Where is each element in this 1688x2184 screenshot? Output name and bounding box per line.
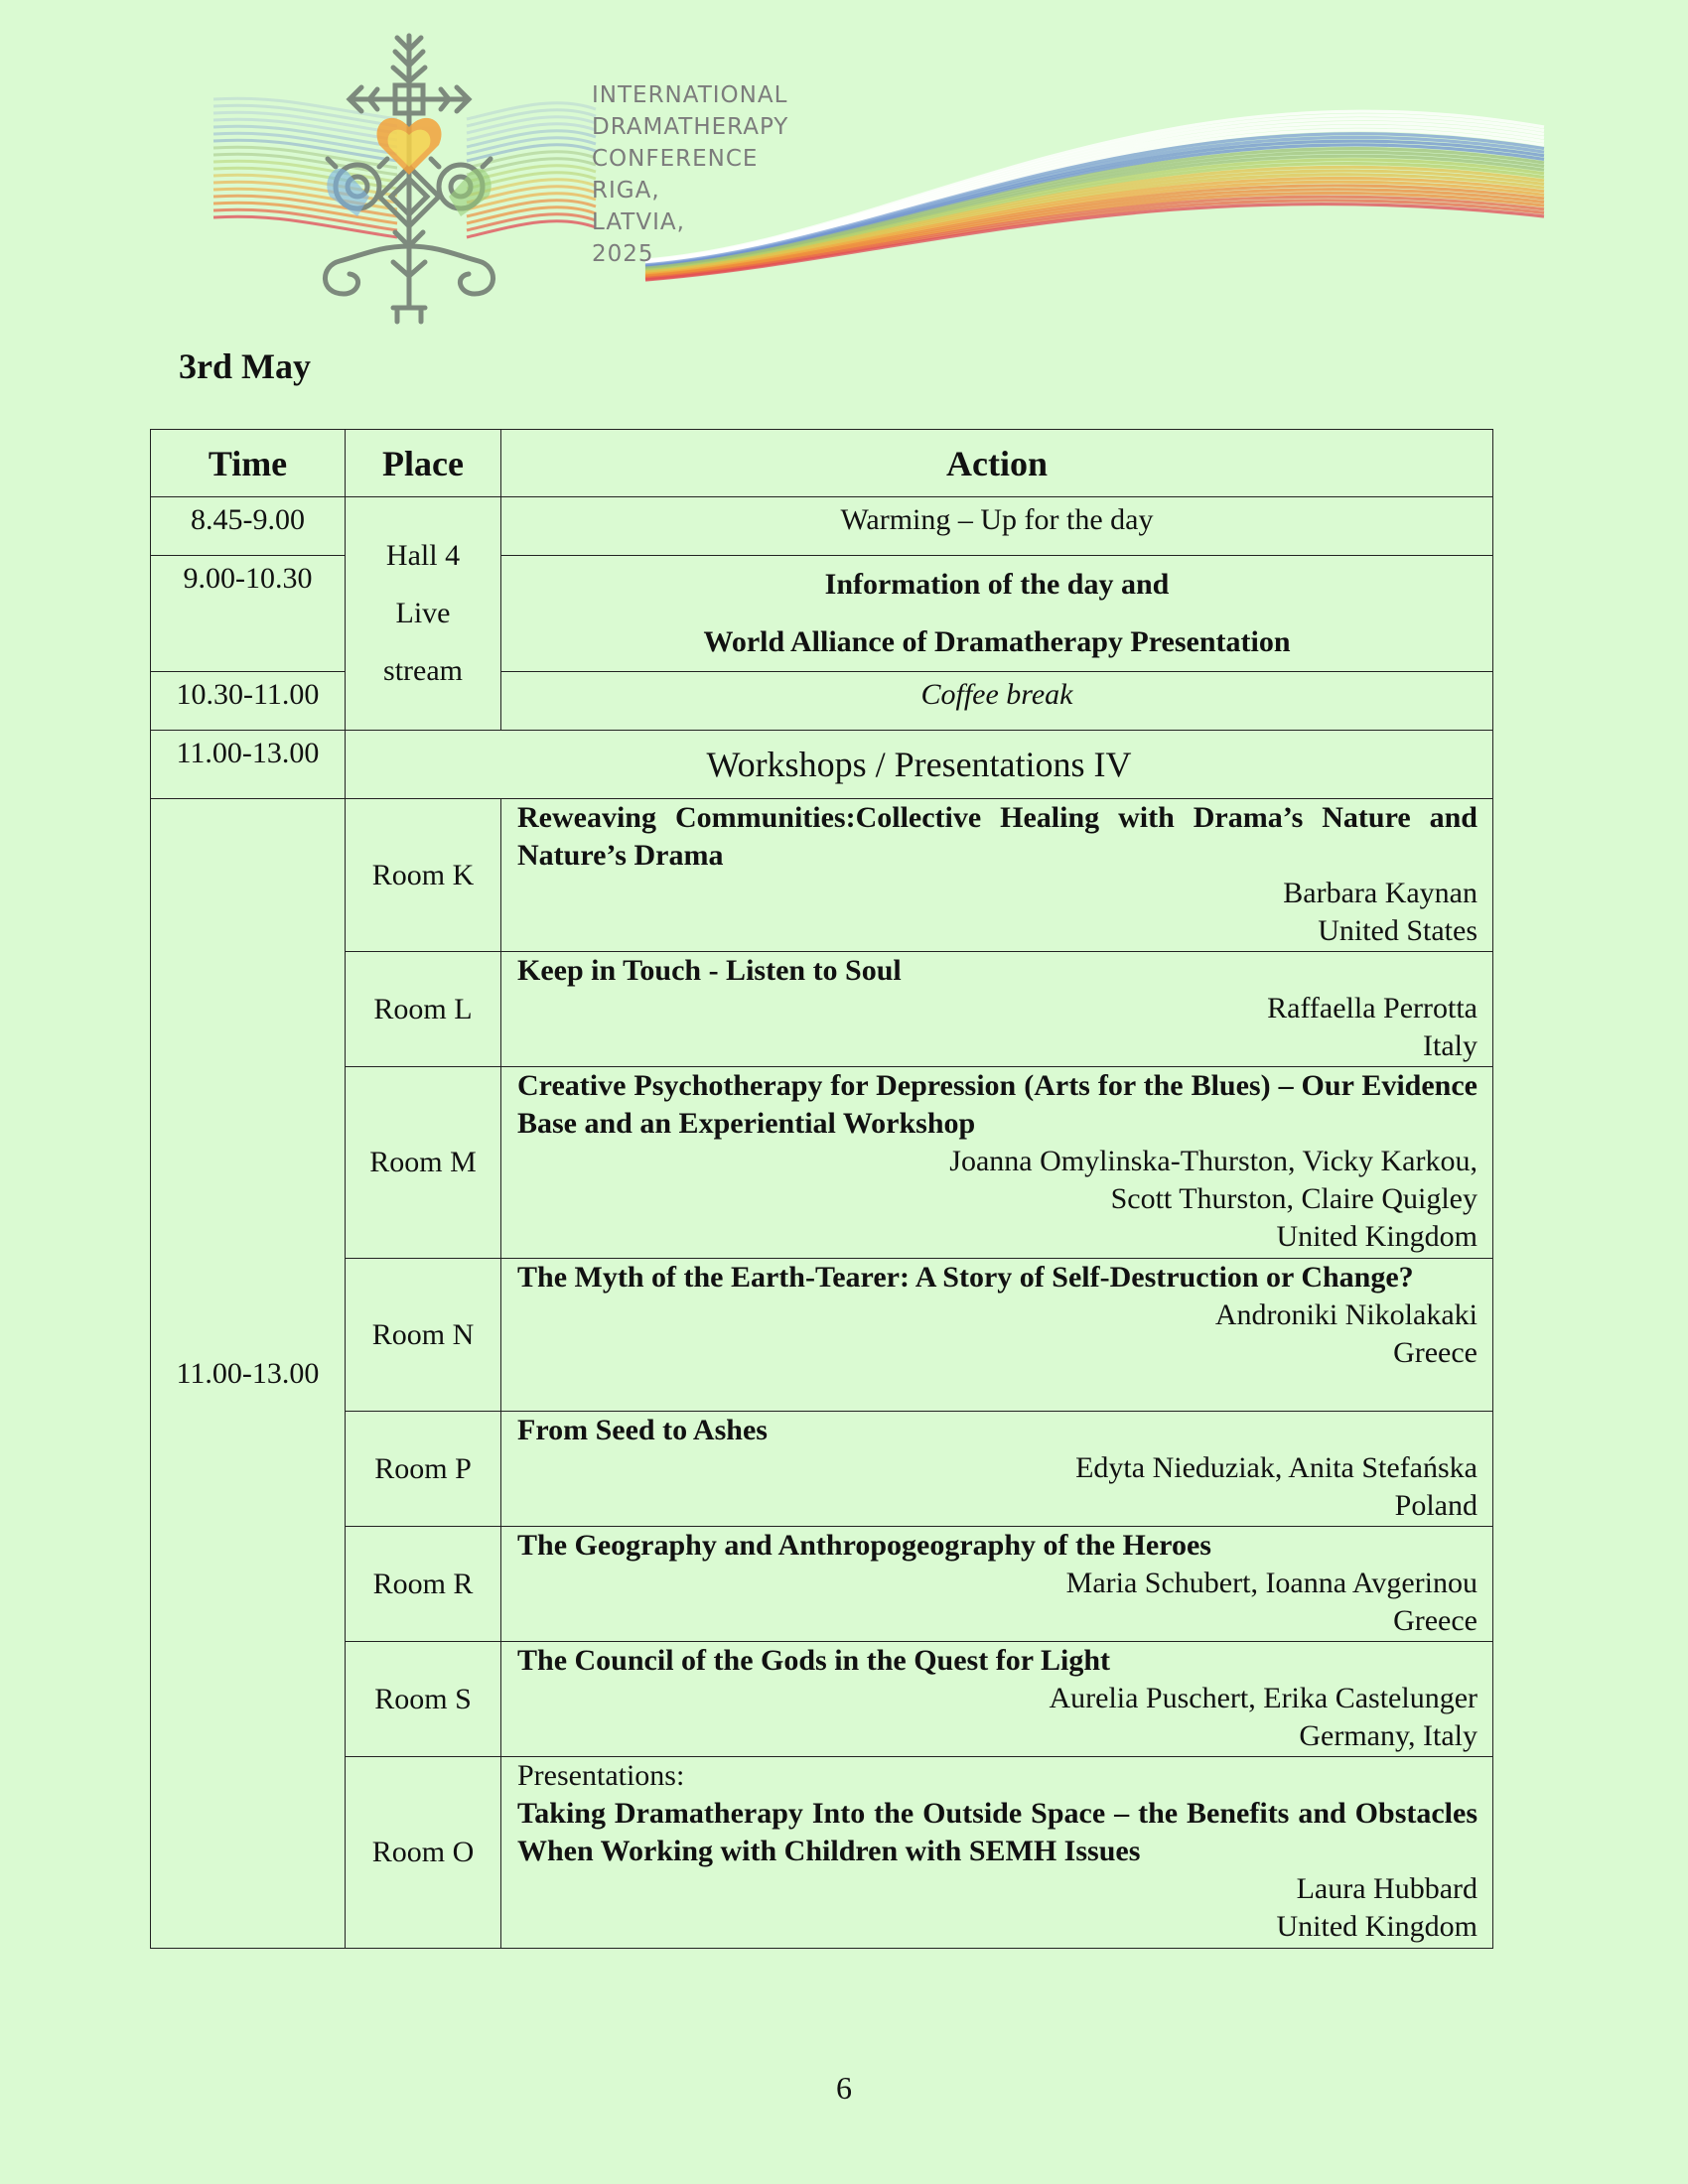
table-row [151,799,1493,952]
table-row [151,1757,1493,1949]
room-cell: Room O [346,1757,501,1949]
workshop-cell [501,1259,1493,1412]
conference-line: INTERNATIONAL [592,82,788,108]
action-cell: Coffee break [501,672,1493,731]
table-row [151,952,1493,1067]
workshop-cell [501,799,1493,952]
workshop-prefix: Presentations: [517,1759,685,1792]
table-row [151,1527,1493,1642]
workshop-presenters: Aurelia Puschert, Erika Castelunger [1049,1682,1477,1714]
workshop-cell [501,1067,1493,1259]
room-cell: Room S [346,1642,501,1757]
time-cell: 9.00-10.30 [151,556,346,672]
workshop-country: Greece [1393,1604,1477,1637]
conference-line: LATVIA, [592,209,685,235]
conference-line: DRAMATHERAPY [592,114,789,140]
workshop-country: United Kingdom [1276,1220,1477,1253]
workshop-title: From Seed to Ashes [517,1414,768,1446]
action-cell [501,556,1493,672]
header-action: Action [501,430,1493,497]
room-cell: Room N [346,1259,501,1412]
table-row [151,1259,1493,1412]
room-cell: Room M [346,1067,501,1259]
conference-line: 2025 [592,241,654,267]
workshop-presenters: Edyta Nieduziak, Anita Stefańska [1075,1451,1477,1484]
workshop-presenters: Joanna Omylinska-Thurston, Vicky Karkou, [949,1145,1477,1177]
action-line: Information of the day and [824,568,1170,601]
conference-line: CONFERENCE [592,146,759,172]
workshop-cell [501,1757,1493,1949]
workshop-cell [501,952,1493,1067]
workshop-title: Creative Psychotherapy for Depression (Arts for the Blues) – Our Evidence Base and an Experiential Workshop [517,1069,1477,1140]
time-cell: 8.45-9.00 [151,497,346,556]
place-line: Live [395,597,451,629]
room-cell: Room P [346,1412,501,1527]
workshop-country: Greece [1393,1336,1477,1369]
time-cell: 11.00-13.00 [151,731,346,799]
workshop-title: Taking Dramatherapy Into the Outside Space – the Benefits and Obstacles When Working with Children with SEMH Issues [517,1797,1477,1867]
table-header-row [151,430,1493,497]
workshop-cell [501,1527,1493,1642]
workshop-cell [501,1642,1493,1757]
workshop-presenters: Laura Hubbard [1296,1872,1477,1905]
workshop-cell [501,1412,1493,1527]
schedule-table [150,429,1493,1949]
table-row [151,1412,1493,1527]
workshop-presenters: Scott Thurston, Claire Quigley [1110,1182,1477,1215]
workshop-title: The Council of the Gods in the Quest for Light [517,1644,1110,1677]
place-hall-4 [346,497,501,731]
room-cell: Room L [346,952,501,1067]
workshop-country: Italy [1423,1029,1477,1062]
time-cell: 11.00-13.00 [151,799,346,1949]
header-place: Place [346,430,501,497]
table-row [151,1642,1493,1757]
conference-name [592,79,788,270]
conference-line: RIGA, [592,178,660,204]
workshop-title: Keep in Touch - Listen to Soul [517,954,902,987]
action-line: World Alliance of Dramatherapy Presentation [703,625,1291,658]
table-row [151,497,1493,556]
workshop-country: Poland [1394,1489,1477,1522]
workshop-presenters: Barbara Kaynan [1283,877,1477,909]
room-cell: Room K [346,799,501,952]
latvian-tree-ornament-icon [300,28,518,326]
time-cell: 10.30-11.00 [151,672,346,731]
action-cell: Warming – Up for the day [501,497,1493,556]
workshop-presenters: Raffaella Perrotta [1267,992,1477,1024]
rainbow-wave-graphic [0,0,1688,328]
workshop-title: Reweaving Communities:Collective Healing with Drama’s Nature and Nature’s Drama [517,801,1477,872]
workshop-country: Germany, Italy [1299,1719,1477,1752]
workshop-title: The Geography and Anthropogeography of the Heroes [517,1529,1211,1562]
workshop-presenters: Androniki Nikolakaki [1214,1298,1477,1331]
room-cell: Room R [346,1527,501,1642]
table-row [151,1067,1493,1259]
session-title: Workshops / Presentations IV [346,731,1493,799]
place-line: Hall 4 [385,539,461,572]
day-title: 3rd May [179,346,311,386]
header-time: Time [151,430,346,497]
page-number: 6 [836,2070,852,2106]
workshop-title: The Myth of the Earth-Tearer: A Story of Self-Destruction or Change? [517,1261,1414,1294]
workshop-presenters: Maria Schubert, Ioanna Avgerinou [1065,1567,1477,1599]
place-line: stream [383,654,463,687]
conference-banner [0,0,1688,328]
table-row [151,731,1493,799]
workshop-country: United Kingdom [1276,1910,1477,1943]
workshop-country: United States [1318,914,1477,947]
